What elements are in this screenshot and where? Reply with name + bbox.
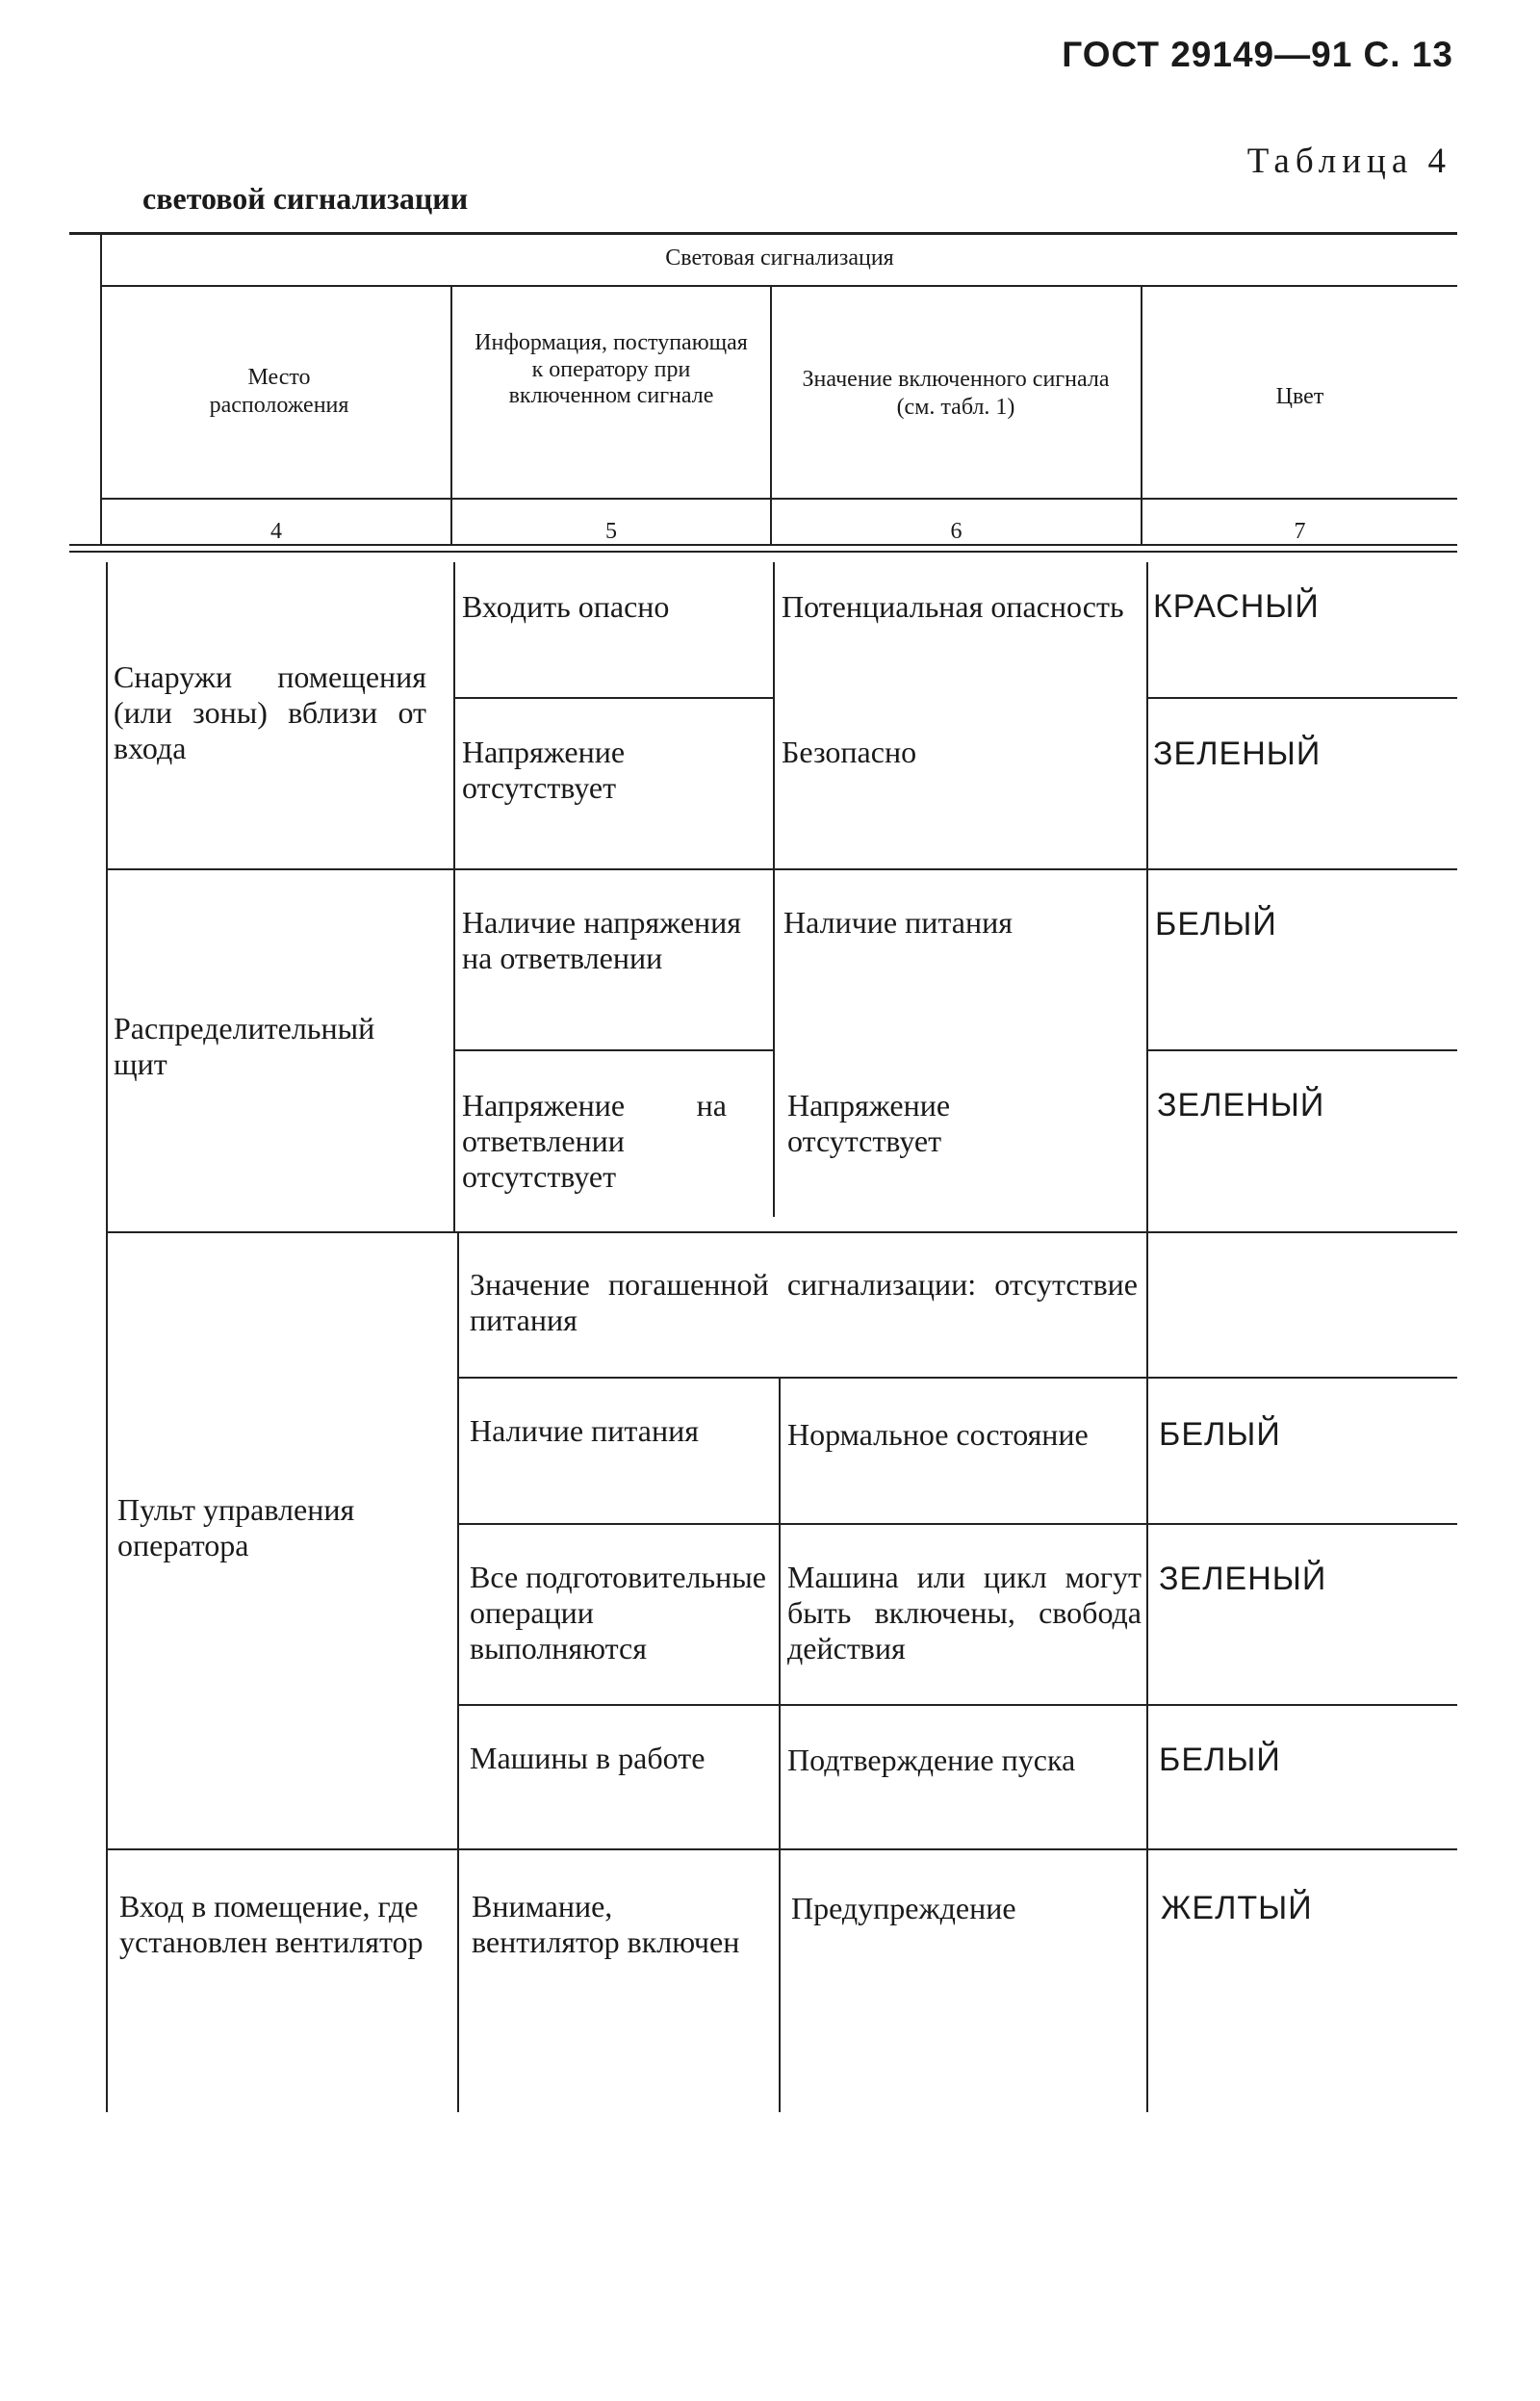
column-title-color: Цвет bbox=[1275, 384, 1324, 409]
row-rule-g1-mid-color bbox=[1148, 697, 1457, 699]
row-rule-g2-end bbox=[108, 1231, 1457, 1233]
page-header: ГОСТ 29149—91 С. 13 bbox=[1062, 35, 1453, 74]
row-rule-g2-mid-color bbox=[1148, 1049, 1457, 1051]
body-col-rule-2b bbox=[779, 1377, 781, 2112]
color-white-2: БЕЛЫЙ bbox=[1159, 1416, 1281, 1453]
info-no-voltage: Напряжение отсутствует bbox=[462, 735, 626, 805]
color-green-3: ЗЕЛЕНЫЙ bbox=[1159, 1561, 1327, 1597]
info-power-present: Наличие питания bbox=[470, 1413, 699, 1448]
meaning-warning: Предупреждение bbox=[791, 1891, 1016, 1925]
header-top-rule bbox=[69, 232, 1457, 235]
meaning-machine-ready: Машина или цикл могут быть включены, свобода действия bbox=[787, 1560, 1142, 1665]
info-voltage-on-branch: Наличие напряжения на ответвлении bbox=[462, 905, 741, 975]
row-rule-g3-note bbox=[459, 1377, 1457, 1379]
color-yellow: ЖЕЛТЫЙ bbox=[1161, 1890, 1313, 1926]
row-rule-g3-r1 bbox=[459, 1523, 1457, 1525]
color-white-1: БЕЛЫЙ bbox=[1155, 906, 1277, 942]
column-number-7: 7 bbox=[1294, 519, 1306, 544]
column-number-6: 6 bbox=[950, 519, 962, 544]
header-col-rule-1 bbox=[450, 287, 452, 546]
color-white-3: БЕЛЫЙ bbox=[1159, 1742, 1281, 1778]
column-title-meaning: Значение включенного сигнала (см. табл. 1) bbox=[802, 367, 1110, 420]
info-preparatory-ops: Все подготовительные операции выполняются bbox=[470, 1560, 766, 1665]
info-entry-dangerous: Входить опасно bbox=[462, 589, 670, 624]
row-rule-g1-mid bbox=[455, 697, 773, 699]
row-rule-g3-end bbox=[108, 1848, 1457, 1850]
body-col-rule-3 bbox=[1146, 562, 1148, 2112]
row-rule-g3-r2 bbox=[459, 1704, 1457, 1706]
row-rule-g2-mid bbox=[455, 1049, 773, 1051]
group-header-light-signaling: Световая сигнализация bbox=[665, 245, 894, 271]
meaning-potential-danger: Потенциальная опасность bbox=[782, 589, 1124, 624]
column-title-rule bbox=[102, 498, 1457, 500]
note-extinguished-signal: Значение погашенной сигнализации: отсутствие питания bbox=[470, 1267, 1138, 1337]
meaning-start-confirmed: Подтверждение пуска bbox=[787, 1743, 1076, 1777]
table-caption: световой сигнализации bbox=[142, 181, 469, 216]
color-red: КРАСНЫЙ bbox=[1153, 588, 1320, 625]
body-left-rule bbox=[106, 562, 108, 2112]
info-machines-running: Машины в работе bbox=[470, 1741, 706, 1775]
meaning-safe: Безопасно bbox=[782, 735, 917, 769]
meaning-normal-state: Нормальное состояние bbox=[787, 1417, 1089, 1452]
body-col-rule-1 bbox=[453, 562, 455, 1231]
body-col-rule-2a bbox=[773, 562, 775, 1217]
location-outside-room: Снаружи помещения (или зоны) вблизи от входа bbox=[114, 659, 426, 765]
row-rule-g1-end bbox=[108, 868, 1457, 870]
meaning-power-present: Наличие питания bbox=[783, 905, 1013, 940]
meaning-voltage-absent: Напряжение отсутствует bbox=[787, 1088, 951, 1158]
table-label: Таблица 4 bbox=[1246, 142, 1451, 181]
location-distribution-board: Распределительный щит bbox=[114, 1011, 375, 1081]
header-col-rule-2 bbox=[770, 287, 772, 546]
info-no-voltage-on-branch: Напряжение на ответвлении отсутствует bbox=[462, 1088, 727, 1194]
color-green-1: ЗЕЛЕНЫЙ bbox=[1153, 736, 1322, 772]
header-bottom-rule-2 bbox=[69, 551, 1457, 553]
column-number-4: 4 bbox=[270, 519, 282, 544]
group-header-rule bbox=[102, 285, 1457, 287]
location-fan-room-entrance: Вход в помещение, где установлен вентилятор bbox=[119, 1889, 424, 1959]
column-number-5: 5 bbox=[605, 519, 617, 544]
color-green-2: ЗЕЛЕНЫЙ bbox=[1157, 1087, 1325, 1123]
column-title-info: Информация, поступающая к оператору при включенном сигнале bbox=[475, 330, 748, 409]
info-fan-on: Внимание, вентилятор включен bbox=[472, 1889, 740, 1959]
header-col-rule-3 bbox=[1141, 287, 1142, 546]
location-operator-console: Пульт управления оператора bbox=[117, 1492, 355, 1562]
body-col-rule-1b bbox=[457, 1231, 459, 2112]
column-title-location: Место расположения bbox=[209, 365, 349, 418]
